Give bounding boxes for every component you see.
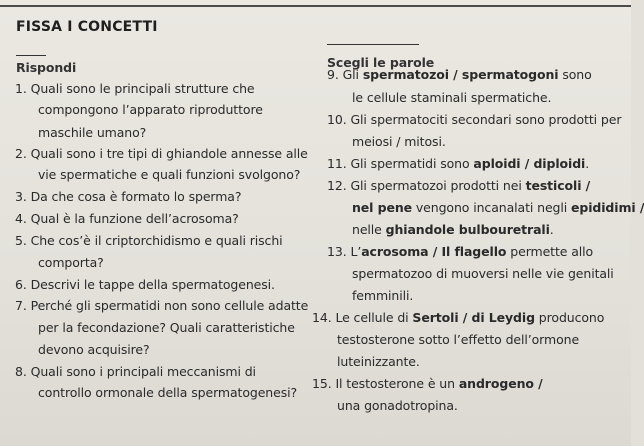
question-10-line-1: 10. Gli spermatociti secondari sono prodotti per <box>327 112 622 127</box>
scegli-rule <box>327 44 419 45</box>
question-12-line-2: nel pene vengono incanalati negli epididimi / <box>352 200 644 215</box>
question-1-line-3: maschile umano? <box>38 125 147 140</box>
question-14-line-1: 14. Le cellule di Sertoli / di Leydig producono <box>312 310 605 325</box>
rispondi-rule <box>16 55 46 56</box>
question-11: 11. Gli spermatidi sono aploidi / diploidi. <box>327 156 590 171</box>
question-2-line-1: 2. Quali sono i tre tipi di ghiandole annesse alle <box>15 146 308 161</box>
top-rule <box>0 5 631 7</box>
question-9-line-1: 9. Gli spermatozoi / spermatogoni sono <box>327 67 592 82</box>
question-13-line-3: femminili. <box>352 288 414 303</box>
question-1-line-2: compongono l’apparato riproduttore <box>38 102 263 117</box>
question-5-line-2: comporta? <box>38 255 104 270</box>
question-1-line-1: 1. Quali sono le principali strutture che <box>15 81 255 96</box>
rispondi-heading: Rispondi <box>16 60 77 75</box>
question-7-line-3: devono acquisire? <box>38 342 150 357</box>
question-15-line-2: una gonadotropina. <box>337 398 458 413</box>
question-6: 6. Descrivi le tappe della spermatogenesi. <box>15 277 275 292</box>
question-3: 3. Da che cosa è formato lo sperma? <box>15 189 242 204</box>
question-7-line-2: per la fecondazione? Quali caratteristiche <box>38 320 295 335</box>
question-13-line-2: spermatozoo di muoversi nelle vie genitali <box>352 266 614 281</box>
question-7-line-1: 7. Perché gli spermatidi non sono cellule adatte <box>15 298 309 313</box>
question-14-line-2: testosterone sotto l’effetto dell’ormone <box>337 332 580 347</box>
question-8-line-1: 8. Quali sono i principali meccanismi di <box>15 364 256 379</box>
question-2-line-2: vie spermatiche e quali funzioni svolgono? <box>38 167 301 182</box>
section-title: FISSA I CONCETTI <box>16 19 158 35</box>
question-13-line-1: 13. L’acrosoma / Il flagello permette allo <box>327 244 594 259</box>
question-12-line-3: nelle ghiandole bulbouretrali. <box>352 222 554 237</box>
question-12-line-1: 12. Gli spermatozoi prodotti nei testicoli / <box>327 178 591 193</box>
question-5-line-1: 5. Che cos’è il criptorchidismo e quali rischi <box>15 233 283 248</box>
question-8-line-2: controllo ormonale della spermatogenesi? <box>38 385 298 400</box>
question-14-line-3: luteinizzante. <box>337 354 420 369</box>
question-15-line-1: 15. Il testosterone è un androgeno / <box>312 376 543 391</box>
question-4: 4. Qual è la funzione dell’acrosoma? <box>15 211 239 226</box>
question-9-line-2: le cellule staminali spermatiche. <box>352 90 552 105</box>
question-10-line-2: meiosi / mitosi. <box>352 134 446 149</box>
scegli-heading: Scegli le parole <box>327 55 435 70</box>
